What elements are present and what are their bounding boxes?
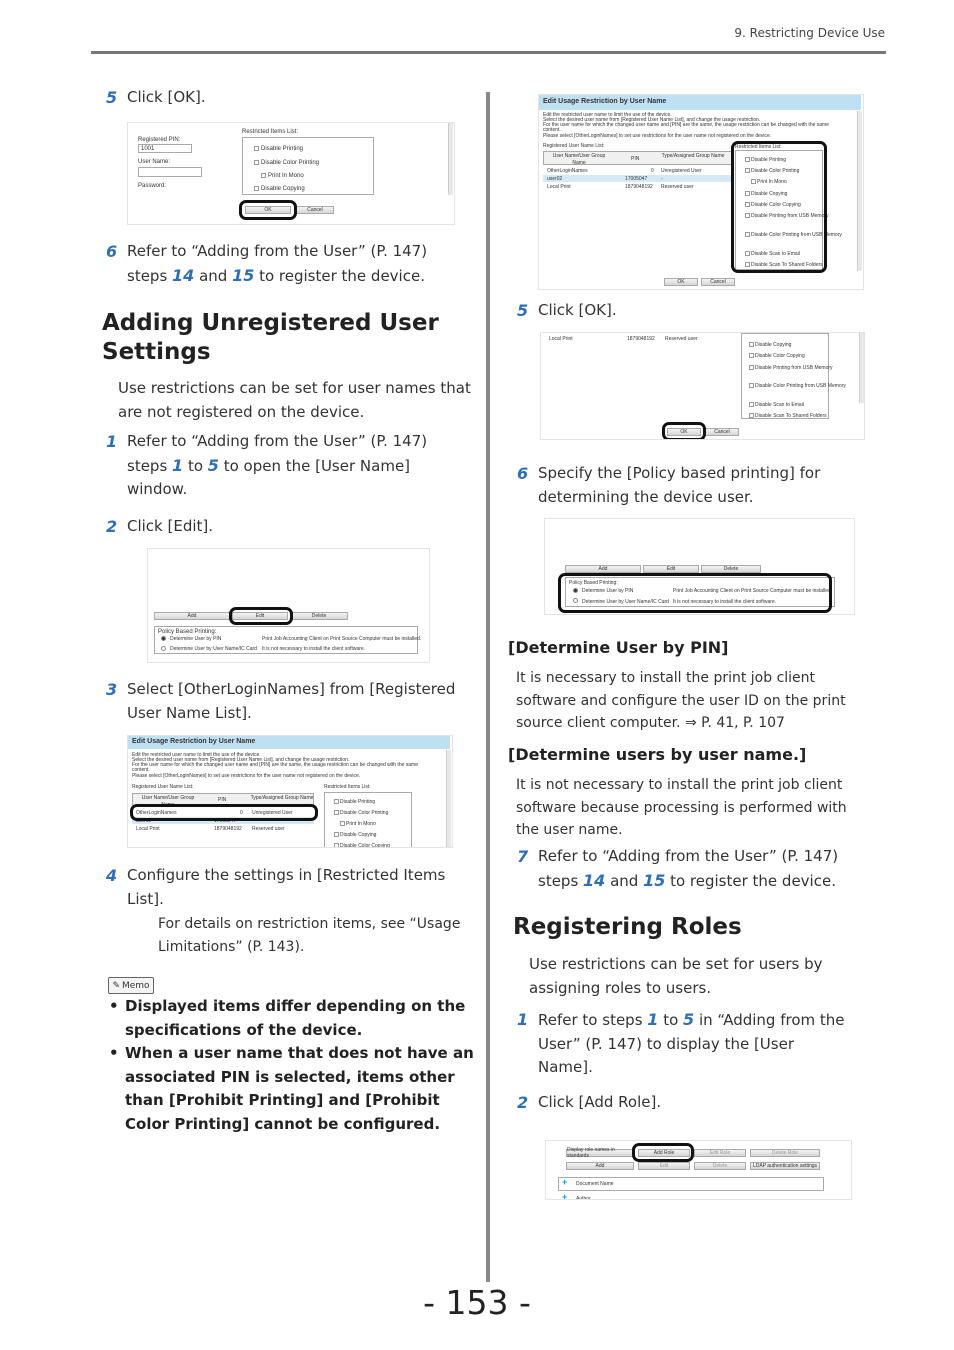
display-role-button[interactable]: Display role names in standards: [566, 1149, 634, 1157]
ok-button[interactable]: OK: [245, 206, 291, 214]
ok-button[interactable]: OK: [664, 278, 698, 286]
step-2-click-add-role: 2 Click [Add Role].: [517, 1093, 662, 1112]
pencil-icon: ✎: [112, 980, 120, 991]
column-divider: [486, 92, 490, 1282]
step-6-register: 6 Refer to “Adding from the User” (P. 147) steps 14 and 15 to register the device.: [106, 242, 428, 285]
step-5-click-ok: 5 Click [OK].: [106, 88, 206, 107]
screenshot-policy-based-printing: Add Edit Delete Policy Based Printing: Determine User by PIN Print Job Accounting Client on Print Source Computer must be installed. Determine User by User Name/IC Card It is not necessary to install the client software.: [544, 518, 855, 615]
edit-button[interactable]: Edit: [232, 612, 288, 620]
screenshot-edit-policy: Add Edit Delete Policy Based Printing: Determine User by PIN Print Job Accounting Client on Print Source Computer must be installed. Determine User by User Name/IC Card It is not necessary to install the client software.: [147, 548, 430, 663]
expand-plus-icon[interactable]: +: [562, 1192, 568, 1200]
screenshot-ok-restricted: Local Print 1879048192 Reserved user Disable Copying Disable Color Copying Disable Printing from USB Memory Disable Color Printing from USB Memory Disable Scan to Email Disable Scan To Shared Folders OK Cancel: [540, 332, 865, 440]
add-button[interactable]: Add: [566, 1162, 634, 1170]
ldap-settings-button[interactable]: LDAP authentication settings: [750, 1162, 820, 1170]
cancel-button[interactable]: Cancel: [701, 278, 735, 286]
screenshot-restricted-items-ok: Restricted Items List: Registered PIN: 1001 User Name: Password: Disable Printing Disable Color Printing Print In Mono Disable Copying OK Cancel: [127, 122, 455, 225]
screenshot-edit-usage-restriction: Edit Usage Restriction by User Name Edit the restricted user name to limit the use of the device. Select the desired user name from [Registered User Name List], and change the usage restriction. For the user name for which the changed user name and [PIN] are the same, the usage restriction can be changed with the same content. Please select [OtherLoginNames] to set use restrictions for the user name not registered on the device. Registered User Name List: Restricted Items List: User Name/User Group Name PIN Type/Assigned Group Name OtherLoginNames 0 Unregistered User user02 17005047 - Local Print 1879048192 Reserved user Disable Printing Disable Color Printing Print In Mono Disable Copying Disable Color Copying Disable Printing from USB Memory Disable Color Printing from USB Memory Disable Scan to Email Disable Scan To Shared Folders OK Cancel: [538, 94, 864, 290]
step-2-click-edit: 2 Click [Edit].: [106, 517, 214, 536]
section-title-roles: Registering Roles: [513, 914, 742, 940]
memo-bullet-2: • When a user name that does not have an associated PIN is selected, items other than [Prohibit Printing] and [Prohibit Color Printing] cannot be configured.: [109, 1044, 474, 1133]
username-text: It is not necessary to install the print job client software because processing is performed with the user name.: [516, 777, 847, 838]
cancel-button[interactable]: Cancel: [705, 428, 739, 436]
add-role-button[interactable]: Add Role: [638, 1149, 690, 1157]
section-intro-unregistered: Use restrictions can be set for user names that are not registered on the device.: [118, 379, 471, 421]
page-number: - 153 -: [423, 1283, 531, 1322]
edit-role-button[interactable]: Edit Role: [694, 1149, 746, 1157]
memo-badge: ✎ Memo: [108, 977, 154, 994]
pin-title: [Determine User by PIN]: [508, 638, 729, 657]
expand-plus-icon[interactable]: +: [562, 1177, 568, 1187]
memo-bullet-1: • Displayed items differ depending on the specifications of the device.: [109, 997, 466, 1039]
step-3-select-otherloginnames: 3 Select [OtherLoginNames] from [Registered User Name List].: [106, 680, 456, 722]
step-1-display-user-name: 1 Refer to steps 1 to 5 in “Adding from the User” (P. 147) to display the [User Name].: [517, 1010, 845, 1076]
screenshot-edit-usage-restriction-small: Edit Usage Restriction by User Name Edit the restricted user name to limit the use of the device. Select the desired user name from [Registered User Name List], and change the usage restriction. For the user name for which the changed user name and [PIN] are the same, the usage restriction can be changed with the same content. Please select [OtherLoginNames] to set use restrictions for the user name not registered on the device. Registered User Name List: Restricted Items List: User Name/User Group Name PIN Type/Assigned Group Name OtherLoginNames 0 Unregistered User user02 17005047 - Local Print 1879048192 Reserved user Disable Printing Disable Color Printing Print In Mono Disable Copying Disable Color Copying: [127, 735, 453, 848]
step-5-click-ok-right: 5 Click [OK].: [517, 301, 617, 320]
step-7-register: 7 Refer to “Adding from the User” (P. 147) steps 14 and 15 to register the device.: [517, 847, 839, 890]
screenshot-add-role: Display role names in standards Add Role Edit Role Delete Role Add Edit Delete LDAP authentication settings + Document Name + Author: [545, 1140, 852, 1200]
pin-text: It is necessary to install the print job client software and configure the user ID on the print source client computer. ⇒ P. 41, P. 107: [516, 670, 846, 731]
username-title: [Determine users by user name.]: [508, 745, 807, 764]
cancel-button[interactable]: Cancel: [296, 206, 334, 214]
delete-button[interactable]: Delete: [701, 565, 761, 573]
chapter-header: 9. Restricting Device Use: [734, 26, 885, 40]
add-button[interactable]: Add: [565, 565, 641, 573]
delete-button[interactable]: Delete: [694, 1162, 746, 1170]
header-rule: [91, 51, 886, 54]
section-title-unregistered: Adding Unregistered User Settings: [102, 310, 439, 365]
edit-button[interactable]: Edit: [638, 1162, 690, 1170]
ok-button[interactable]: OK: [667, 428, 701, 436]
delete-role-button[interactable]: Delete Role: [750, 1149, 820, 1157]
section-intro-roles: Use restrictions can be set for users by assigning roles to users.: [529, 955, 823, 997]
delete-button[interactable]: Delete: [290, 612, 348, 620]
step-1-open-user-name: 1 Refer to “Adding from the User” (P. 147) steps 1 to 5 to open the [User Name] window.: [106, 432, 428, 498]
step-4-note: For details on restriction items, see “Usage Limitations” (P. 143).: [158, 916, 461, 955]
edit-button[interactable]: Edit: [643, 565, 699, 573]
step-6-policy: 6 Specify the [Policy based printing] for determining the device user.: [517, 464, 821, 506]
add-button[interactable]: Add: [154, 612, 230, 620]
step-4-configure: 4 Configure the settings in [Restricted Items List].: [106, 866, 446, 908]
